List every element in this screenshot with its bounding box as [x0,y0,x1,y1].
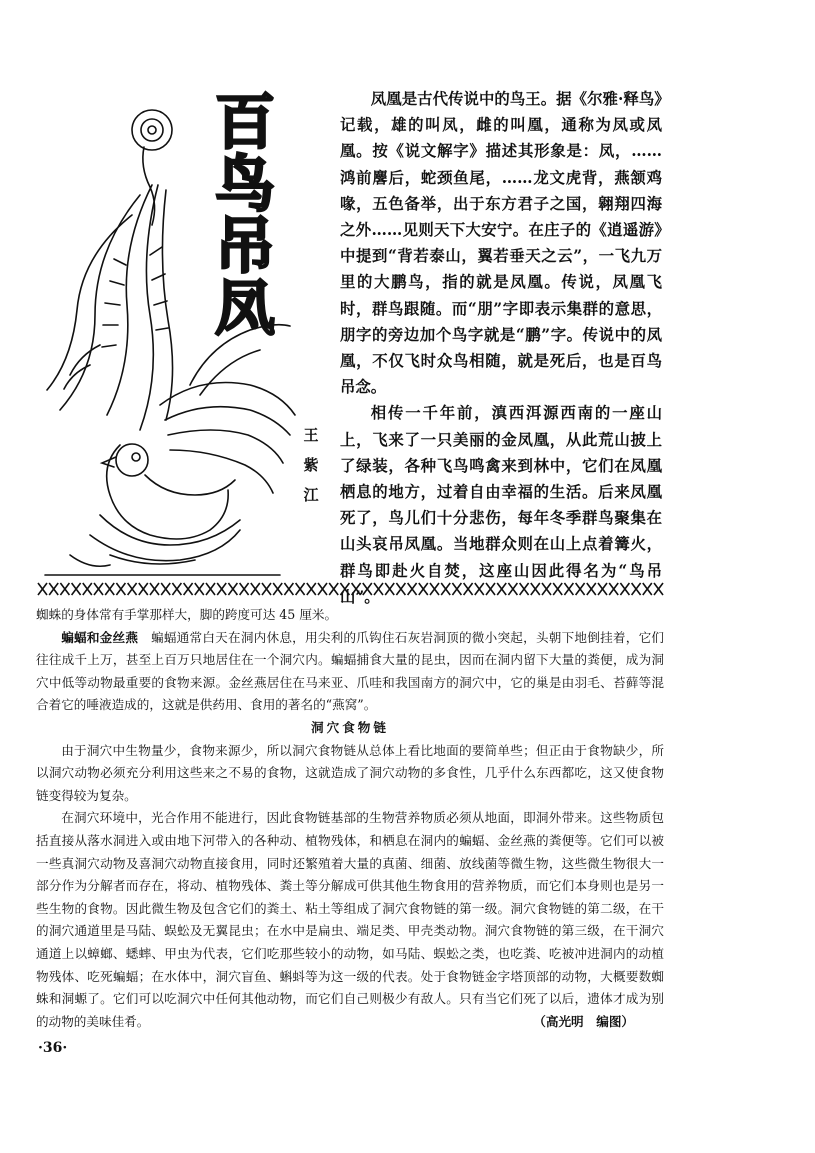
divider-cross [385,583,394,595]
bats-heading: 蝙蝠和金丝燕 [61,629,139,645]
divider-cross [273,583,282,595]
divider-cross [172,583,181,595]
divider-cross [329,583,338,595]
bats-body: 蝙蝠通常白天在洞内休息，用尖利的爪钩住石灰岩洞顶的微小突起，头朝下地倒挂着，它们往往成千上万，甚至上百万只地居住在一个洞穴内。蝙蝠捕食大量的昆虫，因而在洞内留下大量的粪便，成为洞穴中低等动物最重要的食物来源。金丝燕居住在马来亚、爪哇和我国南方的洞穴中，它的巢是由羽毛、苔藓等混合着它的唾液造成的，这就是供药用、食用的著名的“燕窝”。 [36,629,665,713]
bottom-paragraph-spider: 蜘蛛的身体常有手掌那样大，脚的跨度可达 45 厘米。 [36,607,338,622]
divider-cross [654,583,663,595]
divider-cross [408,583,417,595]
divider-cross [240,583,249,595]
bottom-article [36,604,664,1033]
top-article [340,86,662,610]
divider-cross [352,583,361,595]
author-char-1: 王 [303,426,319,444]
section-title: 洞穴食物链 [311,719,389,735]
divider-cross [284,583,293,595]
divider-cross [609,583,618,595]
title-char-1: 百 [215,88,275,158]
author-char-3: 江 [303,486,319,504]
bottom-paragraph-foodchain-2 [36,807,664,1033]
divider-cross [452,583,461,595]
author-name [300,420,322,510]
divider-cross [598,583,607,595]
divider-cross [542,583,551,595]
page-number: ·36· [38,1040,68,1056]
bottom-paragraph-bats [36,627,664,717]
divider-cross [430,583,439,595]
bottom-paragraph-foodchain-1: 由于洞穴中生物量少，食物来源少，所以洞穴食物链从总体上看比地面的要简单些；但正由于食物缺少，所以洞穴动物必须充分利用这些来之不易的食物，这就造成了洞穴动物的多食性，几乎什么东西都吃，这又使食物链变得较为复杂。 [36,742,664,803]
divider-cross [139,583,148,595]
foodchain-2-text: 在洞穴环境中，光合作用不能进行，因此食物链基部的生物营养物质必须从地面，即洞外带来。这些物质包括直接从落水洞进入或由地下河带入的各种动、植物残体，和栖息在洞内的蝙蝠、金丝燕的粪便等。它们可以被一些真洞穴动物及喜洞穴动物直接食用，同时还繁殖着大量的真菌、细菌、放线菌等微生物，这些微生物很大一部分作为分解者而存在，将动、植物残体、粪土等分解成可供其他生物食用的营养物质，而它们本身则也是另一些生物的食物。因此微生物及包含它们的粪土、粘土等组成了洞穴食物链的第一级。洞穴食物链的第二级，在干的洞穴通道里是马陆、蜈蚣及无翼昆虫；在水中是扁虫、端足类、甲壳类动物。洞穴食物链的第三级，在干洞穴通道上以蟑螂、蟋蟀、甲虫为代表，它们吃那些较小的动物，如马陆、蜈蚣之类，也吃粪、吃被冲进洞内的动植物残体、吃死蝙蝠；在水体中，洞穴盲鱼、蝌蚪等为这一级的代表。处于食物链金字塔顶部的动物，大概要数蜘蛛和洞螈了。它们可以吃洞穴中任何其他动物，而它们自己则极少有敌人。只有当它们死了以后，遗体才成为别的动物的美味佳肴。 [36,810,664,1029]
divider-cross [72,583,81,595]
divider-cross [217,583,226,595]
divider-cross [262,583,271,595]
divider-cross [128,583,137,595]
title-char-2: 鸟 [215,150,275,220]
cross-divider [34,580,664,598]
divider-cross [318,583,327,595]
big-title [212,88,282,344]
divider-cross [576,583,585,595]
divider-cross [643,583,652,595]
divider-cross [553,583,562,595]
divider-cross [49,583,58,595]
title-char-4: 凤 [215,274,275,344]
divider-cross [116,583,125,595]
title-char-3: 吊 [215,212,275,282]
divider-cross [307,583,316,595]
divider-cross [251,583,260,595]
divider-cross [228,583,237,595]
divider-cross [150,583,159,595]
divider-cross [531,583,540,595]
divider-cross [184,583,193,595]
divider-cross [419,583,428,595]
divider-cross [396,583,405,595]
top-paragraph-1: 凤凰是古代传说中的鸟王。据《尔雅·释鸟》记载，雄的叫凤，雌的叫凰，通称为凤或凤凰。按《说文解字》描述其形象是：凤，……鸿前麐后，蛇颈鱼尾，……龙文虎背，燕颔鸡喙，五色备举，出于东方君子之国，翱翔四海之外……见则天下大安宁。在庄子的《逍遥游》中提到“背若泰山，翼若垂天之云”，一飞九万里的大鹏鸟，指的就是凤凰。传说，凤凰飞时，群鸟跟随。而“朋”字即表示集群的意思，朋字的旁边加个鸟字就是“鹏”字。传说中的凤凰，不仅飞时众鸟相随，就是死后，也是百鸟吊念。 [340,90,662,397]
divider-cross [340,583,349,595]
divider-cross [363,583,372,595]
divider-cross [206,583,215,595]
top-paragraph-2: 相传一千年前，滇西洱源西南的一座山上，飞来了一只美丽的金凤凰，从此荒山披上了绿装，各种飞鸟鸣禽来到林中，它们在凤凰栖息的地方，过着自由幸福的生活。后来凤凰死了，鸟儿们十分悲伤，每年冬季群鸟聚集在山头哀吊凤凰。当地群众则在山上点着篝火，群鸟即赴火自焚，这座山因此得名为“鸟吊山”。 [340,404,662,606]
divider-cross [94,583,103,595]
image-credit: （高光明 编图） [533,1013,634,1029]
divider-cross [464,583,473,595]
divider-cross [195,583,204,595]
divider-cross [60,583,69,595]
divider-cross [83,583,92,595]
divider-cross [486,583,495,595]
divider-cross [38,583,47,595]
divider-cross [508,583,517,595]
divider-cross [587,583,596,595]
divider-cross [620,583,629,595]
divider-cross [632,583,641,595]
divider-cross [161,583,170,595]
divider-cross [475,583,484,595]
divider-cross [497,583,506,595]
author-char-2: 紫 [303,456,319,474]
divider-cross [296,583,305,595]
divider-cross [105,583,114,595]
divider-cross [374,583,383,595]
divider-cross [441,583,450,595]
divider-cross [564,583,573,595]
divider-cross [520,583,529,595]
